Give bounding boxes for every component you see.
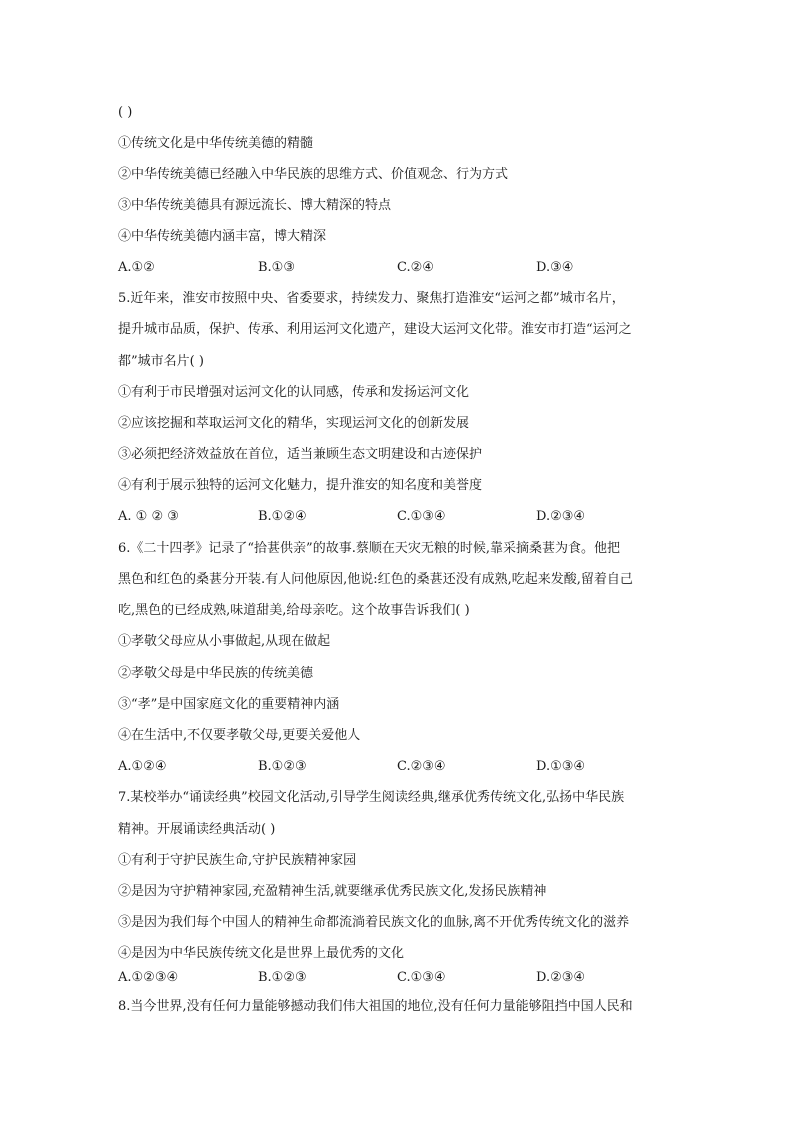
q7-option-a[interactable]: A.①②③④ xyxy=(118,970,179,985)
q7-options xyxy=(118,969,698,987)
q6-stem-line-2: 黑色和红色的桑葚分开装.有人问他原因,他说:红色的桑葚还没有成熟,吃起来发酸,留着自己 xyxy=(118,572,633,587)
q5-statement-2: ②应该挖掘和萃取运河文化的精华，实现运河文化的创新发展 xyxy=(118,416,470,431)
q7-option-c[interactable]: C.①③④ xyxy=(397,970,446,985)
q6-statement-2: ②孝敬父母是中华民族的传统美德 xyxy=(118,666,314,681)
q4-statement-3: ③中华传统美德具有源远流长、博大精深的特点 xyxy=(118,198,392,213)
q6-statement-1: ①孝敬父母应从小事做起,从现在做起 xyxy=(118,634,331,649)
q8-stem-line-1: 8.当今世界,没有任何力量能够撼动我们伟大祖国的地位,没有任何力量能够阻挡中国人民和 xyxy=(118,999,633,1014)
q6-options xyxy=(118,758,698,776)
q4-options xyxy=(118,259,698,277)
q7-option-b[interactable]: B.①②③ xyxy=(258,970,307,985)
q4-option-c[interactable]: C.②④ xyxy=(397,260,434,275)
q5-option-c[interactable]: C.①③④ xyxy=(397,509,446,524)
q6-statement-3: ③“孝”是中国家庭文化的重要精神内涵 xyxy=(118,697,340,712)
q5-stem-line-2: 提升城市品质，保护、传承、利用运河文化遗产，建设大运河文化带。淮安市打造“运河之 xyxy=(118,322,632,337)
q6-option-c[interactable]: C.②③④ xyxy=(397,759,446,774)
q5-statement-4: ④有利于展示独特的运河文化魅力，提升淮安的知名度和美誉度 xyxy=(118,478,483,493)
q7-statement-3: ③是因为我们每个中国人的精神生命都流淌着民族文化的血脉,离不开优秀传统文化的滋养 xyxy=(118,915,630,930)
q7-stem-line-2: 精神。开展诵读经典活动( ) xyxy=(118,822,276,837)
q5-statement-1: ①有利于市民增强对运河文化的认同感，传承和发扬运河文化 xyxy=(118,385,470,400)
q5-statement-3: ③必须把经济效益放在首位，适当兼顾生态文明建设和古迹保护 xyxy=(118,447,483,462)
q5-option-a[interactable]: A. ① ② ③ xyxy=(118,509,179,524)
q4-option-b[interactable]: B.①③ xyxy=(258,260,295,275)
q6-option-a[interactable]: A.①②④ xyxy=(118,759,167,774)
q6-option-d[interactable]: D.①③④ xyxy=(536,759,586,774)
q4-statement-1: ①传统文化是中华传统美德的精髓 xyxy=(118,136,314,151)
q4-stem-tail: ( ) xyxy=(118,105,133,120)
q7-statement-2: ②是因为守护精神家园,充盈精神生活,就要继承优秀民族文化,发扬民族精神 xyxy=(118,884,547,899)
q7-stem-line-1: 7.某校举办“诵读经典”校园文化活动,引导学生阅读经典,继承优秀传统文化,弘扬中华民族 xyxy=(118,790,625,805)
q7-statement-1: ①有利于守护民族生命,守护民族精神家园 xyxy=(118,853,357,868)
q4-option-d[interactable]: D.③④ xyxy=(536,260,574,275)
q4-statement-2: ②中华传统美德已经融入中华民族的思维方式、价值观念、行为方式 xyxy=(118,167,509,182)
q4-statement-4: ④中华传统美德内涵丰富，博大精深 xyxy=(118,229,327,244)
q5-option-b[interactable]: B.①②④ xyxy=(258,509,307,524)
q5-option-d[interactable]: D.②③④ xyxy=(536,509,586,524)
q5-stem-line-1: 5.近年来，淮安市按照中央、省委要求，持续发力、聚焦打造淮安“运河之都”城市名片， xyxy=(118,291,625,306)
q5-options xyxy=(118,508,698,526)
q6-statement-4: ④在生活中,不仅要孝敬父母,更要关爱他人 xyxy=(118,728,361,743)
q7-option-d[interactable]: D.②③④ xyxy=(536,970,586,985)
q5-stem-line-3: 都”城市名片( ) xyxy=(118,354,204,369)
q6-stem-line-3: 吃,黑色的已经成熟,味道甜美,给母亲吃。这个故事告诉我们( ) xyxy=(118,603,470,618)
q6-option-b[interactable]: B.①②③ xyxy=(258,759,307,774)
q7-statement-4: ④是因为中华民族传统文化是世界上最优秀的文化 xyxy=(118,946,405,961)
q6-stem-line-1: 6.《二十四孝》记录了“拾葚供亲”的故事.蔡顺在天灾无粮的时候,靠采摘桑葚为食。他把 xyxy=(118,541,620,556)
q4-option-a[interactable]: A.①② xyxy=(118,260,155,275)
